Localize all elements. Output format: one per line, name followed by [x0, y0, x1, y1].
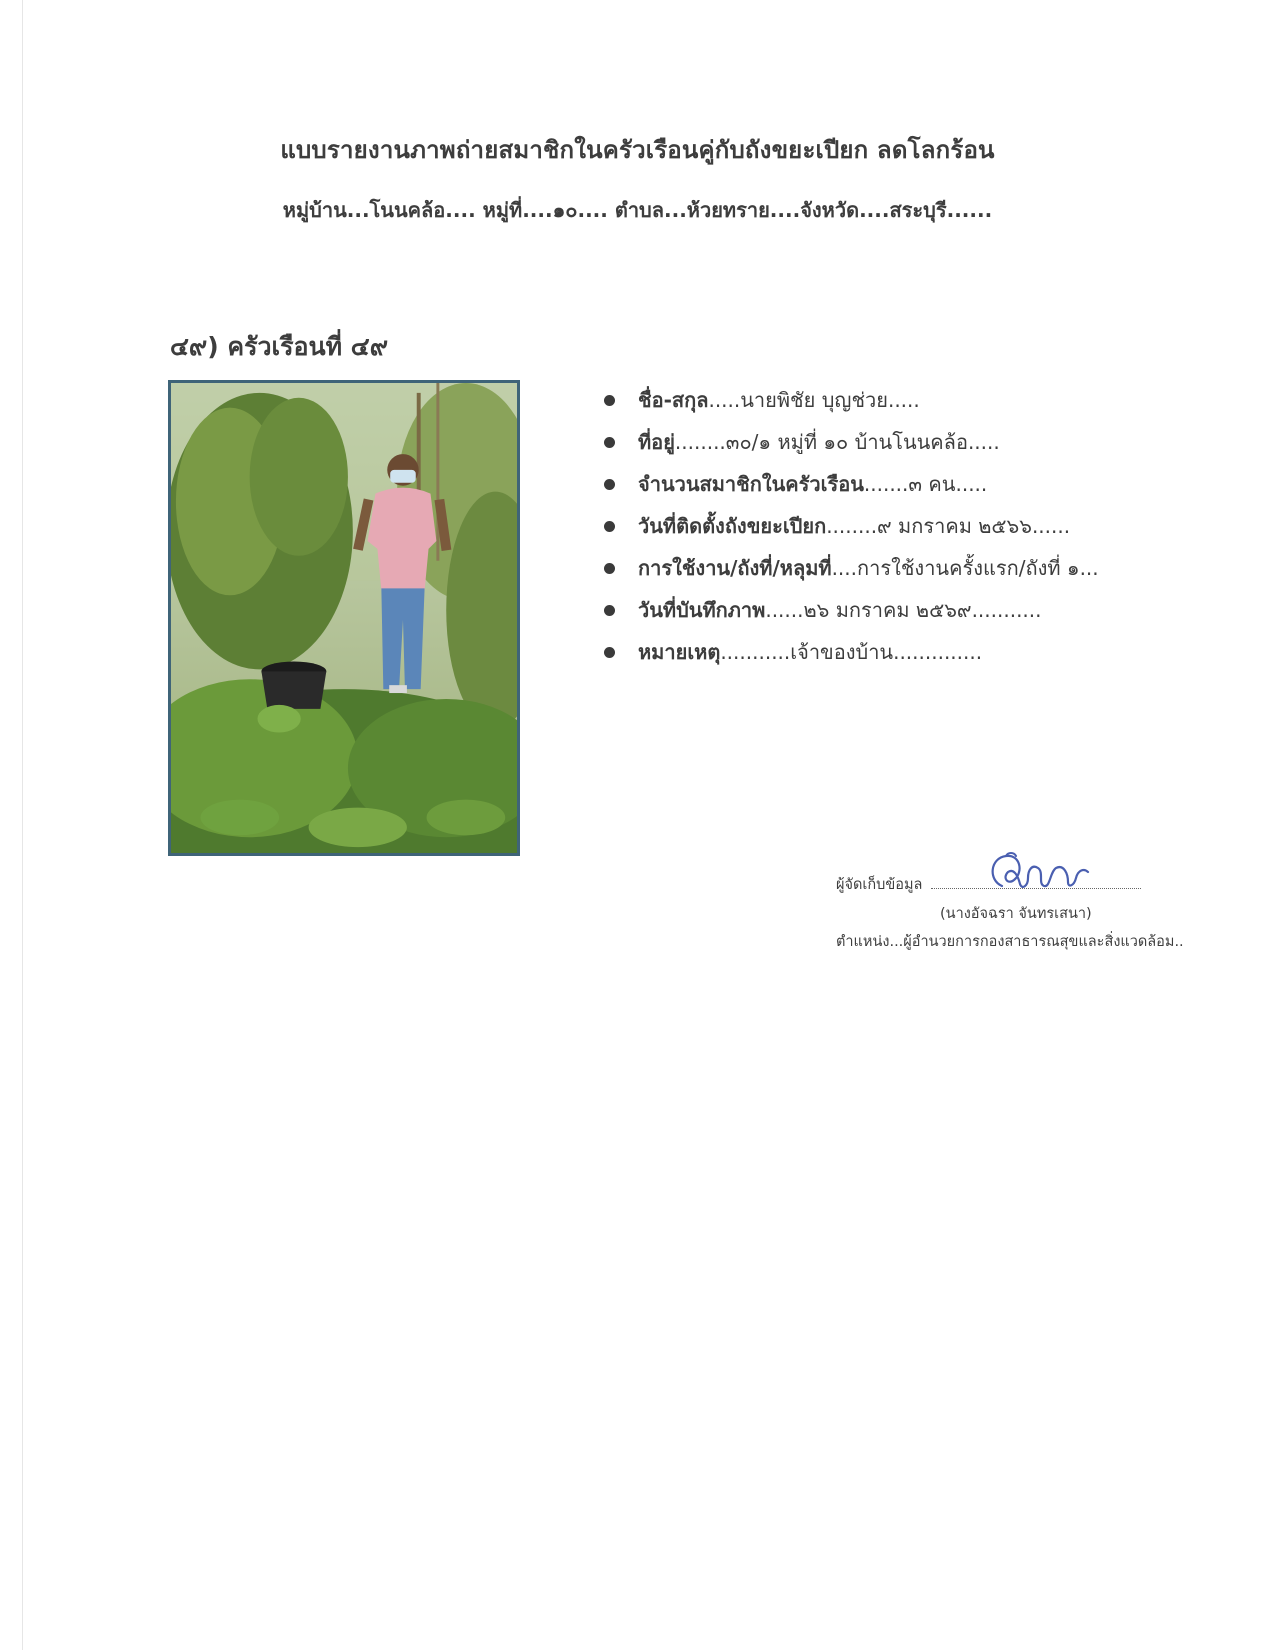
- info-value: ....การใช้งานครั้งแรก/ถังที่ ๑...: [831, 556, 1099, 580]
- info-value: ...........เจ้าของบ้าน..............: [720, 640, 983, 664]
- info-label: ชื่อ-สกุล: [638, 388, 709, 412]
- collector-name: (นางอัจฉรา จันทรเสนา): [940, 906, 1092, 922]
- info-label: จำนวนสมาชิกในครัวเรือน: [638, 472, 864, 496]
- info-value: ........๙ มกราคม ๒๕๖๖......: [826, 514, 1071, 538]
- signature-block: [836, 868, 1256, 958]
- bullet-icon: [604, 437, 615, 448]
- document-title: แบบรายงานภาพถ่ายสมาชิกในครัวเรือนคู่กับถังขยะเปียก ลดโลกร้อน: [280, 136, 995, 164]
- bullet-icon: [604, 605, 615, 616]
- bullet-icon: [604, 647, 615, 658]
- collector-line: [836, 868, 1256, 902]
- info-item-photo-date: [600, 595, 1099, 637]
- info-value: ......๒๖ มกราคม ๒๕๖๙...........: [765, 598, 1042, 622]
- info-label: หมายเหตุ: [638, 640, 721, 664]
- info-value: .....นายพิชัย บุญช่วย.....: [708, 388, 920, 412]
- info-label: วันที่บันทึกภาพ: [638, 598, 766, 622]
- info-label: ที่อยู่: [638, 430, 675, 454]
- household-photo: [168, 380, 520, 856]
- bullet-icon: [604, 479, 615, 490]
- document-subtitle: หมู่บ้าน...โนนคล้อ.... หมู่ที่....๑๐.... ตำบล...ห้วยทราย....จังหวัด....สระบุรี......: [282, 198, 993, 222]
- collector-label: ผู้จัดเก็บข้อมูล: [836, 877, 923, 893]
- info-item-address: [600, 427, 1099, 469]
- info-item-remark: [600, 637, 1099, 679]
- collector-position: ตำแหน่ง...ผู้อำนวยการกองสาธารณสุขและสิ่งแวดล้อม..: [836, 934, 1184, 950]
- info-label: การใช้งาน/ถังที่/หลุมที่: [638, 556, 832, 580]
- info-item-members: [600, 469, 1099, 511]
- handwritten-signature: [984, 850, 1094, 898]
- scan-edge: [22, 0, 23, 1650]
- household-photo-image: [171, 383, 517, 853]
- info-item-usage: [600, 553, 1099, 595]
- info-value: ........๓๐/๑ หมู่ที่ ๑๐ บ้านโนนคล้อ.....: [674, 430, 1000, 454]
- household-heading: ๔๙) ครัวเรือนที่ ๔๙: [170, 332, 389, 361]
- info-label: วันที่ติดตั้งถังขยะเปียก: [638, 514, 827, 538]
- bullet-icon: [604, 563, 615, 574]
- info-value: .......๓ คน.....: [863, 472, 988, 496]
- bullet-icon: [604, 521, 615, 532]
- info-item-install-date: [600, 511, 1099, 553]
- bullet-icon: [604, 395, 615, 406]
- info-list: [600, 385, 1099, 679]
- info-item-name: [600, 385, 1099, 427]
